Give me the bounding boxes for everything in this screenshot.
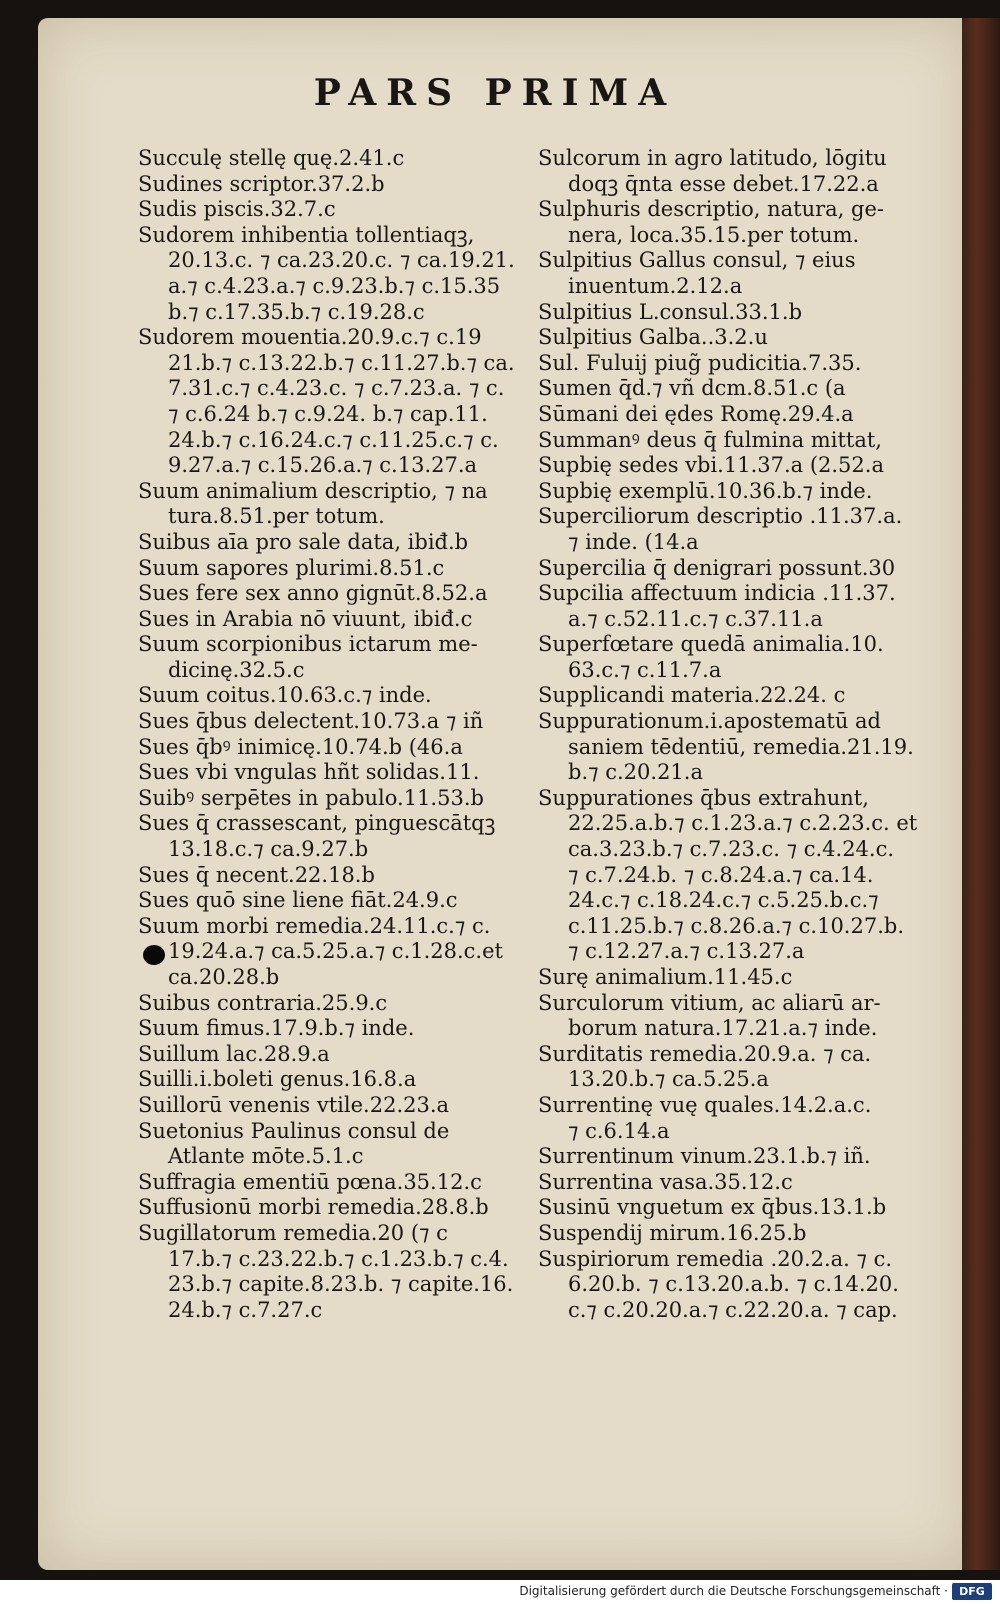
- index-entry: [138, 811, 528, 862]
- entry-line: Sues vbi vngulas hñt solidas.11.: [138, 760, 480, 785]
- index-entry: [138, 1221, 528, 1323]
- index-entry: [138, 1170, 528, 1196]
- entry-continuation-line: ⁊ c.7.24.b. ⁊ c.8.24.a.⁊ ca.14.: [568, 862, 874, 887]
- entry-line: Sumen q̄d.⁊ vñ dcm.8.51.c (a: [538, 376, 846, 401]
- entry-line: Susinū vnguetum ex q̄bus.13.1.b: [538, 1195, 887, 1220]
- entry-line: Suillum lac.28.9.a: [138, 1041, 330, 1066]
- ink-blot: [143, 945, 165, 965]
- index-entry: [538, 556, 948, 582]
- entry-continuation-line: saniem tēdentiū, remedia.21.19.: [568, 734, 914, 759]
- index-entry: [538, 351, 948, 377]
- entry-line: Summanꝰ deus q̄ fulmina mittat,: [538, 427, 882, 452]
- entry-line: Sues q̄ necent.22.18.b: [138, 862, 375, 887]
- entry-continuation-line: b.⁊ c.20.21.a: [568, 760, 703, 785]
- index-entry: [138, 556, 528, 582]
- index-entry: [538, 683, 948, 709]
- entry-line: Sūmani dei ędes Romę.29.4.a: [538, 401, 854, 426]
- entry-line: Sues q̄ crassescant, pinguescātqꝫ: [138, 811, 496, 836]
- entry-continuation-line: 7.31.c.⁊ c.4.23.c. ⁊ c.7.23.a. ⁊ c.: [168, 376, 505, 401]
- entry-continuation-line: 23.b.⁊ capite.8.23.b. ⁊ capite.16.: [168, 1272, 514, 1297]
- entry-line: Sul. Fuluij piug̃ pudicitia.7.35.: [538, 350, 862, 375]
- entry-line: Supplicandi materia.22.24. c: [538, 683, 846, 708]
- entry-continuation-line: 9.27.a.⁊ c.15.26.a.⁊ c.13.27.a: [168, 453, 478, 478]
- entry-continuation-line: nera, loca.35.15.per totum.: [568, 222, 860, 247]
- index-entry: [138, 760, 528, 786]
- entry-continuation-line: 24.b.⁊ c.7.27.c: [168, 1297, 323, 1322]
- entry-line: Sugillatorum remedia.20 (⁊ c: [138, 1220, 448, 1245]
- entry-line: Sulpitius L.consul.33.1.b: [538, 299, 803, 324]
- entry-line: Suum animalium descriptio, ⁊ na: [138, 478, 488, 503]
- index-entry: [538, 1170, 948, 1196]
- index-entry: [538, 1144, 948, 1170]
- entry-line: Sues q̄bꝰ inimicę.10.74.b (46.a: [138, 734, 463, 759]
- entry-line: Sulcorum in agro latitudo, lōgitu: [538, 146, 887, 170]
- index-entry: [538, 325, 948, 351]
- index-entry: [538, 197, 948, 248]
- entry-continuation-line: inuentum.2.12.a: [568, 273, 743, 298]
- index-entry: [538, 965, 948, 991]
- entry-line: Supbię exemplū.10.36.b.⁊ inde.: [538, 478, 873, 503]
- entry-line: Suffragia ementiū pœna.35.12.c: [138, 1169, 482, 1194]
- entry-line: Suum morbi remedia.24.11.c.⁊ c.: [138, 913, 491, 938]
- entry-continuation-line: c.11.25.b.⁊ c.8.26.a.⁊ c.10.27.b.: [568, 913, 904, 938]
- index-entry: [138, 146, 528, 172]
- index-entry: [138, 1093, 528, 1119]
- entry-line: Suillorū venenis vtile.22.23.a: [138, 1092, 450, 1117]
- index-column-right: [538, 146, 948, 1323]
- index-entry: [538, 376, 948, 402]
- entry-line: Sulpitius Gallus consul, ⁊ eius: [538, 248, 856, 273]
- entry-continuation-line: 24.c.⁊ c.18.24.c.⁊ c.5.25.b.c.⁊: [568, 888, 879, 913]
- entry-continuation-line: a.⁊ c.4.23.a.⁊ c.9.23.b.⁊ c.15.35: [168, 273, 501, 298]
- index-entry: [538, 402, 948, 428]
- entry-continuation-line: 19.24.a.⁊ ca.5.25.a.⁊ c.1.28.c.et: [168, 939, 503, 964]
- entry-line: Suppurationum.i.apostematū ad: [538, 709, 881, 734]
- entry-line: Suibus contraria.25.9.c: [138, 990, 388, 1015]
- index-entry: [138, 172, 528, 198]
- entry-continuation-line: ca.3.23.b.⁊ c.7.23.c. ⁊ c.4.24.c.: [568, 837, 895, 862]
- entry-continuation-line: ⁊ c.6.14.a: [568, 1118, 670, 1143]
- index-entry: [538, 453, 948, 479]
- entry-line: Sues q̄bus delectent.10.73.a ⁊ iñ: [138, 709, 484, 734]
- entry-line: Suum scorpionibus ictarum me-: [138, 632, 478, 657]
- entry-continuation-line: 63.c.⁊ c.11.7.a: [568, 657, 722, 682]
- index-column-left: [138, 146, 528, 1323]
- index-entry: [138, 1016, 528, 1042]
- index-entry: [138, 709, 528, 735]
- entry-line: Surrentina vasa.35.12.c: [538, 1169, 793, 1194]
- index-entry: [538, 1247, 948, 1324]
- entry-continuation-line: ca.20.28.b: [168, 965, 280, 989]
- entry-line: Suum sapores plurimi.8.51.c: [138, 555, 445, 580]
- index-entry: [138, 581, 528, 607]
- index-entry: [138, 683, 528, 709]
- entry-line: Superfœtare quedā animalia.10.: [538, 632, 884, 657]
- index-entry: [138, 863, 528, 889]
- index-entry: [538, 479, 948, 505]
- entry-line: Sues in Arabia nō viuunt, ibiđ.c: [138, 606, 473, 631]
- index-entry: [538, 1195, 948, 1221]
- entry-continuation-line: Atlante mōte.5.1.c: [168, 1144, 364, 1169]
- dfg-logo-icon: DFG: [952, 1583, 992, 1600]
- entry-continuation-line: c.⁊ c.20.20.a.⁊ c.22.20.a. ⁊ cap.: [568, 1297, 898, 1322]
- index-entry: [138, 1042, 528, 1068]
- index-entry: [538, 632, 948, 683]
- index-entry: [138, 223, 528, 325]
- entry-line: Suibus aīa pro sale data, ibiđ.b: [138, 529, 469, 554]
- entry-line: Sues quō sine liene fiāt.24.9.c: [138, 888, 458, 913]
- index-entry: [538, 1042, 948, 1093]
- index-entry: [138, 325, 528, 479]
- index-entry: [138, 632, 528, 683]
- entry-continuation-line: ⁊ c.12.27.a.⁊ c.13.27.a: [568, 939, 805, 964]
- entry-line: Surculorum vitium, ac aliarū ar-: [538, 990, 881, 1015]
- entry-continuation-line: 21.b.⁊ c.13.22.b.⁊ c.11.27.b.⁊ ca.: [168, 350, 515, 375]
- index-entry: [138, 1067, 528, 1093]
- index-entry: [138, 786, 528, 812]
- entry-line: Surrentinum vinum.23.1.b.⁊ iñ.: [538, 1144, 871, 1169]
- entry-line: Sues fere sex anno gignūt.8.52.a: [138, 581, 488, 606]
- entry-line: Suetonius Paulinus consul de: [138, 1118, 450, 1143]
- entry-continuation-line: ⁊ c.6.24 b.⁊ c.9.24. b.⁊ cap.11.: [168, 401, 488, 426]
- entry-line: Sulpitius Galba..3.2.u: [538, 325, 768, 350]
- footer-credit: Digitalisierung gefördert durch die Deutsche Forschungsgemeinschaft ·: [519, 1584, 948, 1598]
- entry-line: Sudines scriptor.37.2.b: [138, 171, 385, 196]
- entry-continuation-line: ⁊ inde. (14.a: [568, 529, 699, 554]
- footer-bar: [0, 1580, 1000, 1604]
- index-entry: [538, 991, 948, 1042]
- entry-line: Suppurationes q̄bus extrahunt,: [538, 785, 869, 810]
- entry-line: Supcilia affectuum indicia .11.37.: [538, 581, 896, 606]
- entry-continuation-line: 22.25.a.b.⁊ c.1.23.a.⁊ c.2.23.c. et: [568, 811, 918, 836]
- index-entry: [138, 607, 528, 633]
- index-entry: [538, 300, 948, 326]
- index-entry: [538, 786, 948, 965]
- index-entry: [138, 1119, 528, 1170]
- entry-line: Sudorem mouentia.20.9.c.⁊ c.19: [138, 325, 482, 350]
- index-entry: [138, 914, 528, 991]
- entry-line: Succulę stellę quę.2.41.c: [138, 146, 405, 170]
- entry-line: Suspiriorum remedia .20.2.a. ⁊ c.: [538, 1246, 893, 1271]
- entry-continuation-line: 6.20.b. ⁊ c.13.20.a.b. ⁊ c.14.20.: [568, 1272, 899, 1297]
- entry-line: Suibꝰ serpētes in pabulo.11.53.b: [138, 785, 484, 810]
- index-entry: [138, 197, 528, 223]
- index-entry: [138, 479, 528, 530]
- entry-line: Sudis piscis.32.7.c: [138, 197, 336, 222]
- index-entry: [538, 1221, 948, 1247]
- entry-line: Suum coitus.10.63.c.⁊ inde.: [138, 683, 432, 708]
- index-entry: [538, 146, 948, 197]
- entry-continuation-line: a.⁊ c.52.11.c.⁊ c.37.11.a: [568, 606, 823, 631]
- entry-continuation-line: tura.8.51.per totum.: [168, 504, 385, 529]
- index-entry: [538, 1093, 948, 1144]
- page-heading: PARS PRIMA: [313, 72, 677, 114]
- entry-line: Supercilia q̄ denigrari possunt.30: [538, 555, 896, 580]
- index-entry: [538, 428, 948, 454]
- entry-line: Suilli.i.boleti genus.16.8.a: [138, 1067, 417, 1092]
- index-entry: [538, 581, 948, 632]
- entry-continuation-line: 20.13.c. ⁊ ca.23.20.c. ⁊ ca.19.21.: [168, 248, 515, 273]
- entry-continuation-line: 17.b.⁊ c.23.22.b.⁊ c.1.23.b.⁊ c.4.: [168, 1246, 509, 1271]
- entry-line: Surditatis remedia.20.9.a. ⁊ ca.: [538, 1041, 872, 1066]
- index-entry: [138, 1195, 528, 1221]
- index-entry: [538, 248, 948, 299]
- entry-continuation-line: 24.b.⁊ c.16.24.c.⁊ c.11.25.c.⁊ c.: [168, 427, 499, 452]
- entry-continuation-line: dicinę.32.5.c: [168, 657, 305, 682]
- entry-continuation-line: 13.20.b.⁊ ca.5.25.a: [568, 1067, 769, 1092]
- binding-edge: [962, 18, 1000, 1570]
- index-entry: [138, 735, 528, 761]
- index-entry: [538, 504, 948, 555]
- entry-line: Surę animalium.11.45.c: [538, 965, 793, 989]
- entry-line: Supbię sedes vbi.11.37.a (2.52.a: [538, 453, 884, 478]
- entry-line: Sulphuris descriptio, natura, ge-: [538, 197, 884, 222]
- entry-line: Sudorem inhibentia tollentiaqꝫ,: [138, 222, 475, 247]
- entry-line: Surrentinę vuę quales.14.2.a.c.: [538, 1092, 872, 1117]
- entry-line: Superciliorum descriptio .11.37.a.: [538, 504, 903, 529]
- index-entry: [138, 888, 528, 914]
- entry-continuation-line: 13.18.c.⁊ ca.9.27.b: [168, 837, 369, 862]
- entry-line: Suspendij mirum.16.25.b: [538, 1220, 807, 1245]
- index-entry: [138, 991, 528, 1017]
- index-entry: [538, 709, 948, 786]
- index-entry: [138, 530, 528, 556]
- entry-continuation-line: borum natura.17.21.a.⁊ inde.: [568, 1016, 878, 1041]
- entry-line: Suffusionū morbi remedia.28.8.b: [138, 1195, 489, 1220]
- entry-continuation-line: doqꝫ q̄nta esse debet.17.22.a: [568, 171, 879, 196]
- entry-line: Suum fimus.17.9.b.⁊ inde.: [138, 1016, 415, 1041]
- entry-continuation-line: b.⁊ c.17.35.b.⁊ c.19.28.c: [168, 299, 425, 324]
